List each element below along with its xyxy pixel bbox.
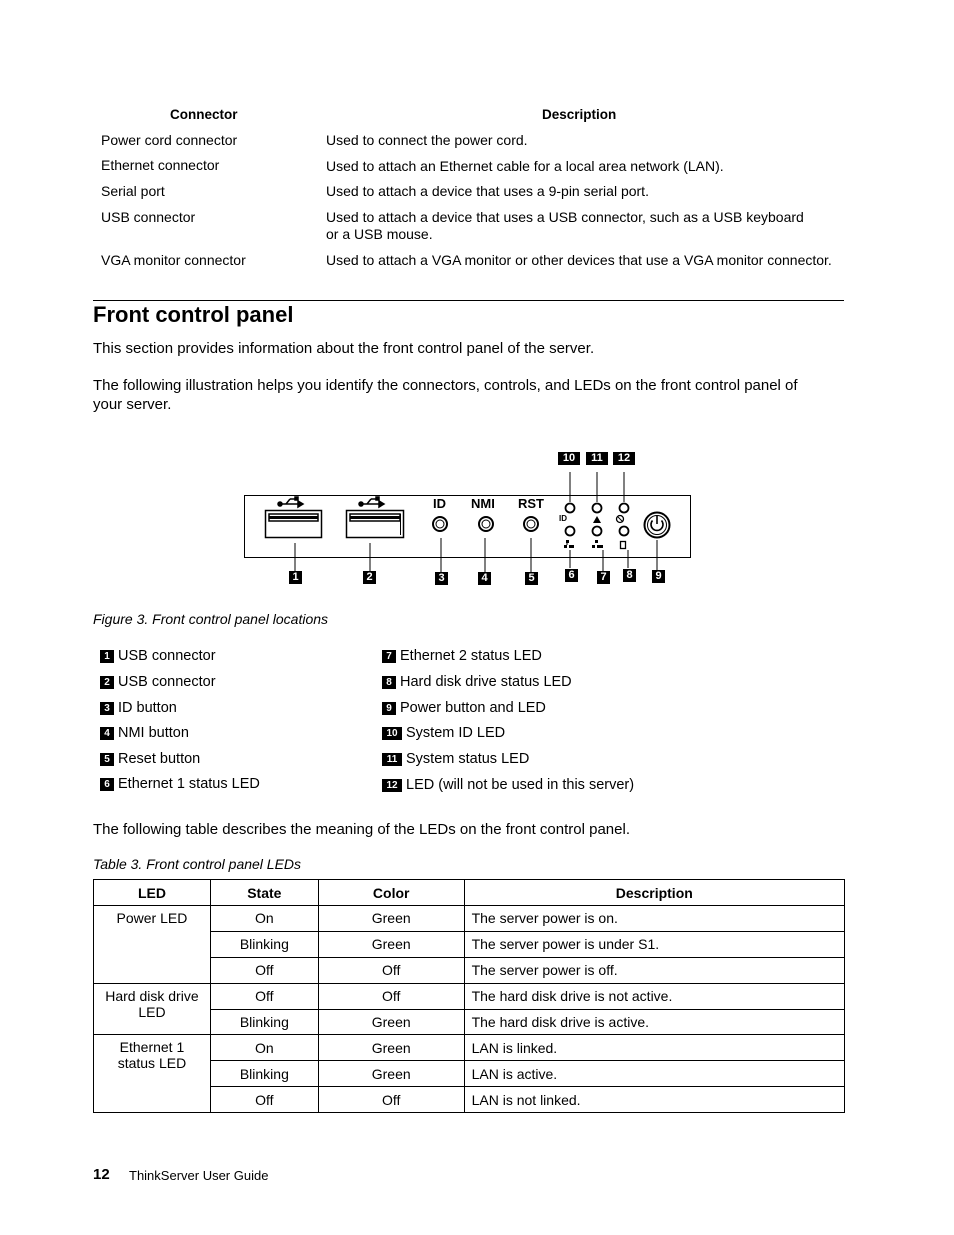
description-cell: The server power is on.	[464, 906, 844, 932]
system-status-led	[593, 504, 602, 513]
legend-item	[382, 647, 542, 665]
legend-item	[100, 724, 189, 742]
disk-icon	[621, 542, 626, 549]
legend-number: 5	[100, 753, 114, 766]
network-icon	[564, 540, 574, 548]
connector-description-continued: or a USB mouse.	[326, 226, 433, 242]
hdd-led	[620, 527, 629, 536]
legend-label: Power button and LED	[400, 700, 546, 716]
callout-12: 12	[613, 452, 635, 465]
legend-number: 1	[100, 650, 114, 663]
led-name-line2: LED	[138, 1003, 166, 1020]
state-cell: Blinking	[210, 931, 318, 957]
connector-description: Used to connect the power cord.	[326, 132, 528, 148]
connector-description: Used to attach an Ethernet cable for a local area network (LAN).	[326, 158, 724, 174]
illustration-intro-line1: The following illustration helps you identify the connectors, controls, and LEDs on the front control panel of	[93, 377, 798, 394]
led-table	[93, 879, 845, 1113]
state-cell: Off	[210, 983, 318, 1009]
connector-column-header: Connector	[170, 107, 238, 122]
warning-icon	[593, 516, 601, 523]
description-column-header: Description	[542, 107, 617, 122]
legend-label: ID button	[118, 700, 177, 716]
legend-number: 10	[382, 727, 402, 740]
network-icon	[592, 540, 603, 548]
table-row	[94, 906, 845, 932]
connector-name: Ethernet connector	[101, 157, 220, 173]
table-caption: Table 3. Front control panel LEDs	[93, 856, 302, 872]
table-row	[94, 983, 845, 1009]
legend-number: 9	[382, 702, 396, 715]
legend-item	[382, 776, 634, 794]
legend-label: Ethernet 2 status LED	[400, 648, 542, 664]
legend-item	[382, 673, 572, 691]
description-cell: The server power is off.	[464, 957, 844, 983]
legend-number: 11	[382, 753, 402, 766]
led-name: Hard disk drive	[105, 987, 199, 1004]
reset-button-label: RST	[518, 496, 544, 511]
id-button-label: ID	[433, 496, 446, 511]
led-table-intro: The following table describes the meaning of the LEDs on the front control panel.	[93, 821, 630, 838]
led-name-cell	[94, 906, 211, 984]
legend-item	[100, 775, 260, 793]
section-intro: This section provides information about the front control panel of the server.	[93, 340, 595, 357]
id-led-label: ID	[559, 514, 567, 523]
legend-label: Hard disk drive status LED	[400, 674, 572, 690]
state-cell: On	[210, 906, 318, 932]
legend-item	[100, 699, 177, 717]
usb-symbol-icon	[278, 497, 303, 507]
description-cell: LAN is not linked.	[464, 1087, 844, 1113]
page-number: 12	[93, 1166, 110, 1183]
color-cell: Off	[318, 1087, 464, 1113]
callout-2: 2	[363, 571, 376, 584]
connector-description: Used to attach a VGA monitor or other devices that use a VGA monitor connector.	[326, 252, 832, 268]
figure-caption: Figure 3. Front control panel locations	[93, 611, 329, 627]
front-panel-diagram	[240, 448, 700, 593]
connector-name: USB connector	[101, 209, 196, 225]
state-header: State	[210, 880, 318, 906]
ethernet-1-led	[566, 527, 575, 536]
legend-item	[382, 750, 529, 768]
led-name-line2: status LED	[117, 1055, 187, 1072]
state-cell: On	[210, 1035, 318, 1061]
legend-label: LED (will not be used in this server)	[406, 777, 635, 793]
legend-number: 4	[100, 727, 114, 740]
callout-7: 7	[597, 571, 610, 584]
state-cell: Blinking	[210, 1009, 318, 1035]
legend-label: USB connector	[118, 674, 216, 690]
legend-number: 6	[100, 778, 114, 791]
color-cell: Off	[318, 957, 464, 983]
legend-item	[100, 750, 200, 768]
ethernet-2-led	[593, 527, 602, 536]
connector-name: Power cord connector	[101, 132, 238, 148]
reset-button	[524, 517, 538, 531]
callout-10: 10	[558, 452, 580, 465]
led-name-cell	[94, 1035, 211, 1113]
usb-port-1	[266, 511, 322, 538]
legend-item	[382, 724, 505, 742]
unused-led	[620, 504, 629, 513]
guide-title: ThinkServer User Guide	[129, 1168, 269, 1183]
legend-item	[100, 647, 216, 665]
callout-4: 4	[478, 572, 491, 585]
legend-label: System ID LED	[406, 725, 506, 741]
color-header: Color	[318, 880, 464, 906]
description-cell: LAN is active.	[464, 1061, 844, 1087]
connector-name: VGA monitor connector	[101, 252, 246, 268]
usb-symbol-icon	[359, 497, 384, 507]
state-cell: Off	[210, 957, 318, 983]
state-cell: Off	[210, 1087, 318, 1113]
description-cell: The hard disk drive is active.	[464, 1009, 844, 1035]
usb-port-2	[347, 511, 404, 538]
led-name: Ethernet 1	[119, 1039, 185, 1056]
led-name-cell	[94, 983, 211, 1035]
id-button	[433, 517, 447, 531]
callout-8: 8	[623, 569, 636, 582]
color-cell: Green	[318, 931, 464, 957]
legend-label: Reset button	[118, 751, 201, 767]
legend-label: NMI button	[118, 725, 189, 741]
callout-1: 1	[289, 571, 302, 584]
color-cell: Green	[318, 1009, 464, 1035]
table-row	[94, 1035, 845, 1061]
color-cell: Green	[318, 1035, 464, 1061]
legend-number: 7	[382, 650, 396, 663]
color-cell: Green	[318, 1061, 464, 1087]
callout-6: 6	[565, 569, 578, 582]
illustration-intro-line2: your server.	[93, 396, 172, 413]
legend-number: 3	[100, 702, 114, 715]
system-id-led	[566, 504, 575, 513]
description-cell: LAN is linked.	[464, 1035, 844, 1061]
legend-label: USB connector	[118, 648, 216, 664]
description-cell: The hard disk drive is not active.	[464, 983, 844, 1009]
description-header: Description	[464, 880, 844, 906]
legend-number: 12	[382, 779, 402, 792]
legend-label: System status LED	[406, 751, 530, 767]
connector-description: Used to attach a device that uses a 9-pin serial port.	[326, 183, 649, 199]
connector-name: Serial port	[101, 183, 165, 199]
color-cell: Green	[318, 906, 464, 932]
callout-11: 11	[586, 452, 608, 465]
nmi-button	[479, 517, 493, 531]
table-header-row	[94, 880, 845, 906]
led-header: LED	[94, 880, 211, 906]
color-cell: Off	[318, 983, 464, 1009]
nmi-button-label: NMI	[471, 496, 495, 511]
section-divider	[93, 300, 844, 301]
led-name: Power LED	[116, 910, 188, 926]
callout-3: 3	[435, 572, 448, 585]
description-cell: The server power is under S1.	[464, 931, 844, 957]
callout-5: 5	[525, 572, 538, 585]
callout-9: 9	[652, 570, 665, 583]
legend-label: Ethernet 1 status LED	[118, 776, 260, 792]
legend-item	[382, 699, 546, 717]
legend-number: 8	[382, 676, 396, 689]
section-title: Front control panel	[93, 302, 294, 327]
connector-description: Used to attach a device that uses a USB connector, such as a USB keyboard	[326, 209, 804, 225]
legend-number: 2	[100, 676, 114, 689]
legend-item	[100, 673, 216, 691]
state-cell: Blinking	[210, 1061, 318, 1087]
